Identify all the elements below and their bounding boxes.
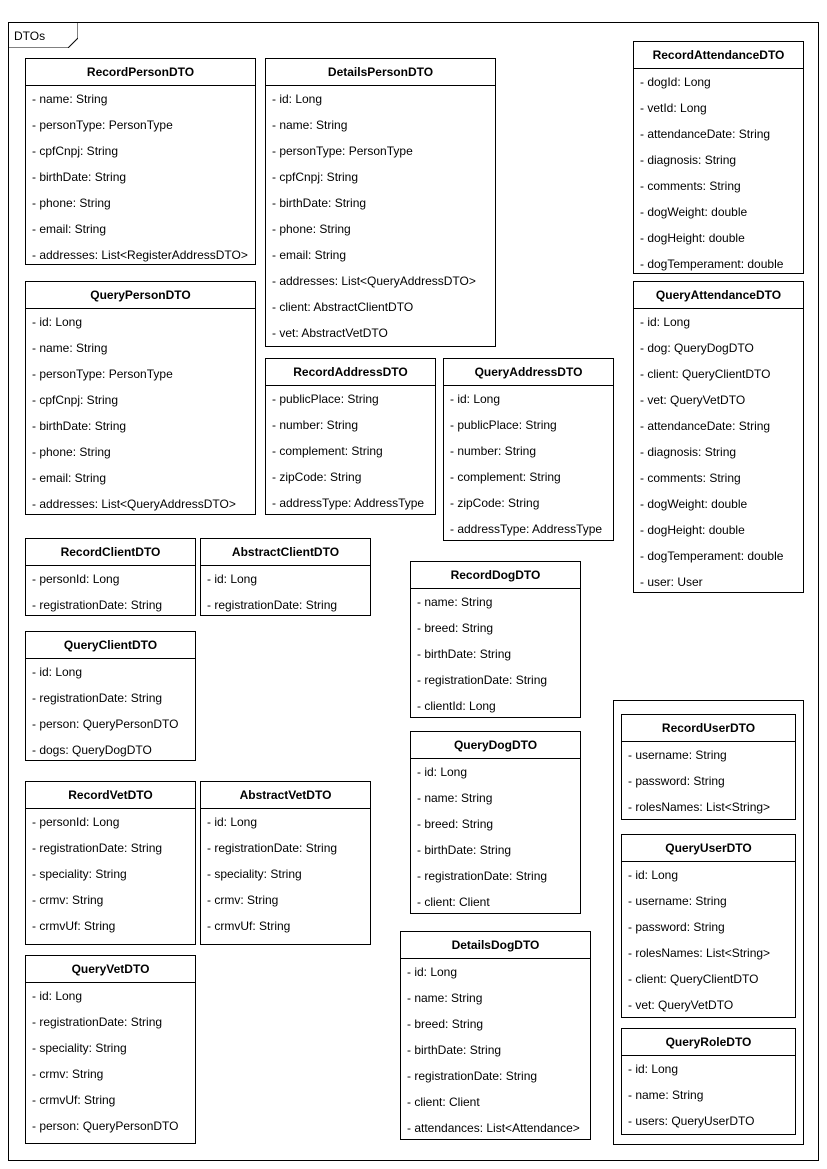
class-name: QueryPersonDTO — [26, 282, 255, 309]
class-attribute: - crmvUf: String — [32, 919, 116, 933]
class-attribute: - crmvUf: String — [32, 1093, 116, 1107]
class-attribute: - zipCode: String — [450, 496, 540, 510]
class-attribute: - dogWeight: double — [640, 205, 748, 219]
class-attribute: - addresses: List<QueryAddressDTO> — [32, 497, 236, 511]
class-name: QueryDogDTO — [411, 732, 580, 759]
class-attribute: - registrationDate: String — [407, 1069, 538, 1083]
class-attribute: - dog: QueryDogDTO — [640, 341, 754, 355]
class-attribute: - birthDate: String — [407, 1043, 502, 1057]
class-name: AbstractClientDTO — [201, 539, 370, 566]
class-attribute: - name: String — [272, 118, 348, 132]
class-record-client-dto[interactable] — [25, 538, 196, 616]
class-attribute: - zipCode: String — [272, 470, 362, 484]
class-attribute: - complement: String — [272, 444, 383, 458]
class-attribute: - dogTemperament: double — [640, 549, 784, 563]
class-attribute: - name: String — [417, 595, 493, 609]
class-attribute: - registrationDate: String — [417, 673, 548, 687]
class-attribute: - registrationDate: String — [32, 598, 163, 612]
class-attribute: - crmvUf: String — [207, 919, 291, 933]
class-attribute: - dogs: QueryDogDTO — [32, 743, 152, 757]
class-name: RecordVetDTO — [26, 782, 195, 809]
class-attribute: - person: QueryPersonDTO — [32, 1119, 179, 1133]
class-name: DetailsPersonDTO — [266, 59, 495, 86]
class-query-client-dto[interactable] — [25, 631, 196, 761]
class-attribute: - birthDate: String — [32, 170, 127, 184]
class-attribute: - breed: String — [407, 1017, 484, 1031]
class-attribute: - client: Client — [417, 895, 490, 909]
class-attribute: - users: QueryUserDTO — [628, 1114, 755, 1128]
class-attribute: - clientId: Long — [417, 699, 496, 713]
class-name: DetailsDogDTO — [401, 932, 590, 959]
class-attribute: - id: Long — [207, 572, 258, 586]
class-attribute: - dogHeight: double — [640, 231, 745, 245]
class-attribute: - breed: String — [417, 817, 494, 831]
class-attribute: - registrationDate: String — [32, 691, 163, 705]
class-attribute: - id: Long — [450, 392, 501, 406]
package-tab — [8, 22, 78, 48]
class-attribute: - password: String — [628, 774, 725, 788]
class-attribute: - birthDate: String — [417, 843, 512, 857]
class-attribute: - cpfCnpj: String — [32, 393, 119, 407]
class-attribute: - personId: Long — [32, 815, 120, 829]
class-attribute: - number: String — [272, 418, 359, 432]
class-attribute: - username: String — [628, 748, 727, 762]
class-attribute: - vetId: Long — [640, 101, 707, 115]
class-attribute: - name: String — [32, 92, 108, 106]
class-attribute: - dogId: Long — [640, 75, 711, 89]
class-attribute: - publicPlace: String — [450, 418, 557, 432]
class-attribute: - dogTemperament: double — [640, 257, 784, 271]
class-name: QueryClientDTO — [26, 632, 195, 659]
class-attribute: - diagnosis: String — [640, 445, 737, 459]
class-attribute: - client: QueryClientDTO — [628, 972, 759, 986]
class-attribute: - crmv: String — [207, 893, 279, 907]
class-abstract-client-dto[interactable] — [200, 538, 371, 616]
class-query-vet-dto[interactable] — [25, 955, 196, 1144]
class-attribute: - attendanceDate: String — [640, 419, 771, 433]
class-query-role-dto[interactable] — [621, 1028, 796, 1135]
class-attribute: - registrationDate: String — [207, 841, 338, 855]
class-attribute: - birthDate: String — [32, 419, 127, 433]
class-attribute: - addresses: List<RegisterAddressDTO> — [32, 248, 248, 262]
class-query-address-dto[interactable] — [443, 358, 614, 541]
class-attribute: - breed: String — [417, 621, 494, 635]
class-attribute: - id: Long — [32, 665, 83, 679]
class-attribute: - client: QueryClientDTO — [640, 367, 771, 381]
class-name: QueryAttendanceDTO — [634, 282, 803, 309]
class-name: AbstractVetDTO — [201, 782, 370, 809]
class-attribute: - comments: String — [640, 179, 741, 193]
class-attribute: - vet: QueryVetDTO — [628, 998, 734, 1012]
class-attribute: - speciality: String — [207, 867, 302, 881]
class-attribute: - dogHeight: double — [640, 523, 745, 537]
class-abstract-vet-dto[interactable] — [200, 781, 371, 945]
class-attribute: - comments: String — [640, 471, 741, 485]
class-attribute: - name: String — [32, 341, 108, 355]
class-attribute: - addressType: AddressType — [450, 522, 603, 536]
class-attribute: - vet: QueryVetDTO — [640, 393, 746, 407]
class-record-vet-dto[interactable] — [25, 781, 196, 945]
class-name: QueryAddressDTO — [444, 359, 613, 386]
class-attribute: - personType: PersonType — [32, 118, 173, 132]
class-attribute: - cpfCnpj: String — [272, 170, 359, 184]
class-query-person-dto[interactable] — [25, 281, 256, 515]
class-name: RecordUserDTO — [622, 715, 795, 742]
class-attribute: - email: String — [272, 248, 347, 262]
class-name: QueryVetDTO — [26, 956, 195, 983]
class-details-dog-dto[interactable] — [400, 931, 591, 1140]
class-attribute: - name: String — [417, 791, 493, 805]
class-attribute: - addressType: AddressType — [272, 496, 425, 510]
class-attribute: - registrationDate: String — [32, 1015, 163, 1029]
class-attribute: - number: String — [450, 444, 537, 458]
class-query-user-dto[interactable] — [621, 834, 796, 1018]
class-attribute: - registrationDate: String — [207, 598, 338, 612]
class-name: QueryUserDTO — [622, 835, 795, 862]
class-attribute: - personType: PersonType — [32, 367, 173, 381]
class-name: RecordAttendanceDTO — [634, 42, 803, 69]
class-attribute: - phone: String — [272, 222, 351, 236]
class-attribute: - id: Long — [640, 315, 691, 329]
class-attribute: - email: String — [32, 222, 107, 236]
class-record-attendance-dto[interactable] — [633, 41, 804, 274]
class-attribute: - name: String — [407, 991, 483, 1005]
class-details-person-dto[interactable] — [265, 58, 496, 347]
class-query-attendance-dto[interactable] — [633, 281, 804, 593]
class-query-dog-dto[interactable] — [410, 731, 581, 914]
class-attribute: - registrationDate: String — [417, 869, 548, 883]
class-attribute: - username: String — [628, 894, 727, 908]
class-name: RecordAddressDTO — [266, 359, 435, 386]
class-attribute: - dogWeight: double — [640, 497, 748, 511]
class-attribute: - speciality: String — [32, 1041, 127, 1055]
class-attribute: - registrationDate: String — [32, 841, 163, 855]
class-attribute: - client: Client — [407, 1095, 480, 1109]
class-name: RecordClientDTO — [26, 539, 195, 566]
class-attribute: - id: Long — [628, 868, 679, 882]
class-attribute: - vet: AbstractVetDTO — [272, 326, 388, 340]
class-attribute: - phone: String — [32, 445, 111, 459]
class-record-person-dto[interactable] — [25, 58, 256, 265]
package-label: DTOs — [14, 29, 46, 43]
class-attribute: - name: String — [628, 1088, 704, 1102]
class-attribute: - diagnosis: String — [640, 153, 737, 167]
class-attribute: - id: Long — [628, 1062, 679, 1076]
class-attribute: - id: Long — [417, 765, 468, 779]
class-attribute: - addresses: List<QueryAddressDTO> — [272, 274, 476, 288]
class-attribute: - attendanceDate: String — [640, 127, 771, 141]
class-record-address-dto[interactable] — [265, 358, 436, 515]
class-name: RecordPersonDTO — [26, 59, 255, 86]
class-attribute: - speciality: String — [32, 867, 127, 881]
class-attribute: - attendances: List<Attendance> — [407, 1121, 580, 1135]
class-attribute: - complement: String — [450, 470, 561, 484]
class-attribute: - phone: String — [32, 196, 111, 210]
class-attribute: - rolesNames: List<String> — [628, 800, 771, 814]
class-attribute: - email: String — [32, 471, 107, 485]
class-name: RecordDogDTO — [411, 562, 580, 589]
class-attribute: - id: Long — [272, 92, 323, 106]
class-attribute: - password: String — [628, 920, 725, 934]
class-record-user-dto[interactable] — [621, 714, 796, 820]
class-name: QueryRoleDTO — [622, 1029, 795, 1056]
class-attribute: - cpfCnpj: String — [32, 144, 119, 158]
class-attribute: - birthDate: String — [417, 647, 512, 661]
class-attribute: - rolesNames: List<String> — [628, 946, 771, 960]
class-record-dog-dto[interactable] — [410, 561, 581, 718]
class-attribute: - personType: PersonType — [272, 144, 413, 158]
class-attribute: - client: AbstractClientDTO — [272, 300, 414, 314]
class-attribute: - user: User — [640, 575, 703, 589]
class-attribute: - id: Long — [207, 815, 258, 829]
class-attribute: - crmv: String — [32, 893, 104, 907]
class-attribute: - person: QueryPersonDTO — [32, 717, 179, 731]
class-attribute: - birthDate: String — [272, 196, 367, 210]
class-attribute: - publicPlace: String — [272, 392, 379, 406]
class-attribute: - id: Long — [32, 315, 83, 329]
class-attribute: - id: Long — [407, 965, 458, 979]
class-attribute: - personId: Long — [32, 572, 120, 586]
class-attribute: - crmv: String — [32, 1067, 104, 1081]
class-attribute: - id: Long — [32, 989, 83, 1003]
